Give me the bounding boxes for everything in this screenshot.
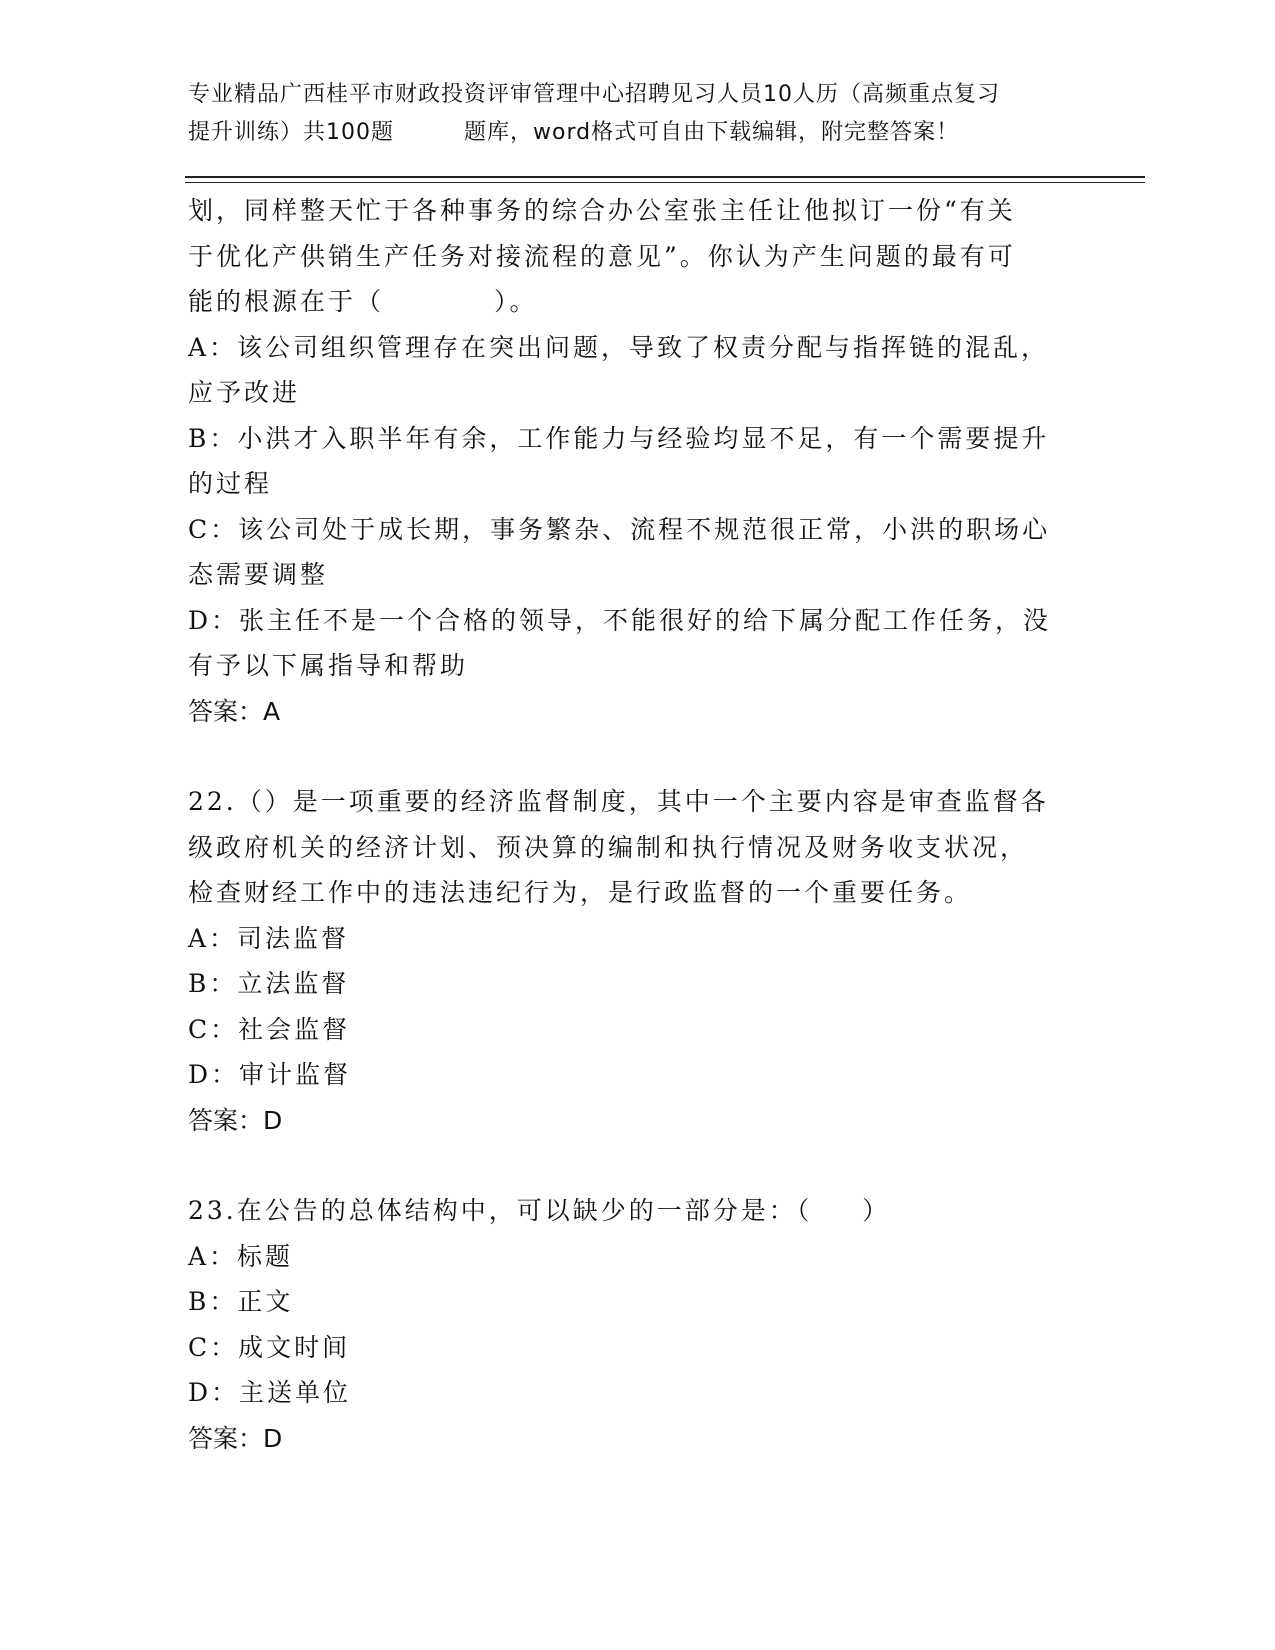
q21-option-b-line-1: B：小洪才入职半年有余，工作能力与经验均显不足，有一个需要提升: [188, 423, 1050, 453]
q21-option-d-line-2: 有予以下属指导和帮助: [188, 651, 469, 680]
q21-option-c-line-2: 态需要调整: [188, 560, 329, 589]
q22-option-d: D：审计监督: [188, 1060, 352, 1089]
question-content: [188, 188, 1088, 1461]
q22-stem-line-3: 检查财经工作中的违法违纪行为，是行政监督的一个重要任务。: [188, 878, 973, 907]
question-22: [188, 779, 1088, 1143]
q21-stem-line-3a: 能的根源在于（: [188, 287, 385, 316]
q21-option-d-line-1: D：张主任不是一个合格的领导，不能很好的给下属分配工作任务，没: [188, 605, 1052, 635]
question-23: [188, 1188, 1088, 1461]
q21-stem-line-3: [188, 279, 1088, 325]
header-line-2: [188, 114, 1088, 152]
q21-option-b-line-2: 的过程: [188, 469, 273, 498]
q21-option-c-line-1: C：该公司处于成长期，事务繁杂、流程不规范很正常，小洪的职场心: [188, 514, 1051, 544]
q21-option-a-line-2: 应予改进: [188, 378, 301, 407]
q21-stem-line-2: 于优化产供销生产任务对接流程的意见”。你认为产生问题的最有可: [188, 241, 1016, 271]
q23-stem-line-1a: 23.在公告的总体结构中，可以缺少的一部分是：（: [188, 1196, 813, 1225]
q21-stem-line-1: 划，同样整天忙于各种事务的综合办公室张主任让他拟订一份“有关: [188, 196, 1016, 225]
header-rule-thin: [185, 182, 1145, 183]
header-line-1: 专业精品广西桂平市财政投资评审管理中心招聘见习人员10人历（高频重点复习: [188, 82, 1000, 107]
q22-option-b: B：立法监督: [188, 969, 350, 998]
q21-stem-line-3b: ）。: [494, 287, 538, 316]
q23-option-c: C：成文时间: [188, 1332, 351, 1362]
q22-option-c: C：社会监督: [188, 1014, 351, 1044]
q23-stem-line-1: [188, 1188, 1088, 1234]
q22-stem-line-2: 级政府机关的经济计划、预决算的编制和执行情况及财务收支状况，: [188, 832, 1029, 862]
q22-option-a: A：司法监督: [188, 923, 350, 953]
q21-answer: 答案：A: [188, 696, 281, 726]
q22-stem-line-1: 22.（）是一项重要的经济监督制度，其中一个主要内容是审查监督各: [188, 787, 1049, 816]
header-rule-thick: [185, 176, 1145, 178]
q23-stem-line-1b: ）: [862, 1196, 891, 1225]
q23-option-d: D：主送单位: [188, 1378, 352, 1407]
q21-option-a-line-1: A：该公司组织管理存在突出问题，导致了权责分配与指挥链的混乱，: [188, 332, 1050, 362]
header-line-2b: 题库，word格式可自由下载编辑，附完整答案！: [464, 120, 960, 145]
question-21: [188, 188, 1088, 734]
q23-answer: 答案：D: [188, 1423, 283, 1453]
q23-option-b: B：正文: [188, 1287, 294, 1316]
q23-option-a: A：标题: [188, 1241, 294, 1271]
header-line-2a: 提升训练）共100题: [188, 120, 394, 145]
page-header: [188, 76, 1088, 152]
q22-answer: 答案：D: [188, 1105, 283, 1135]
